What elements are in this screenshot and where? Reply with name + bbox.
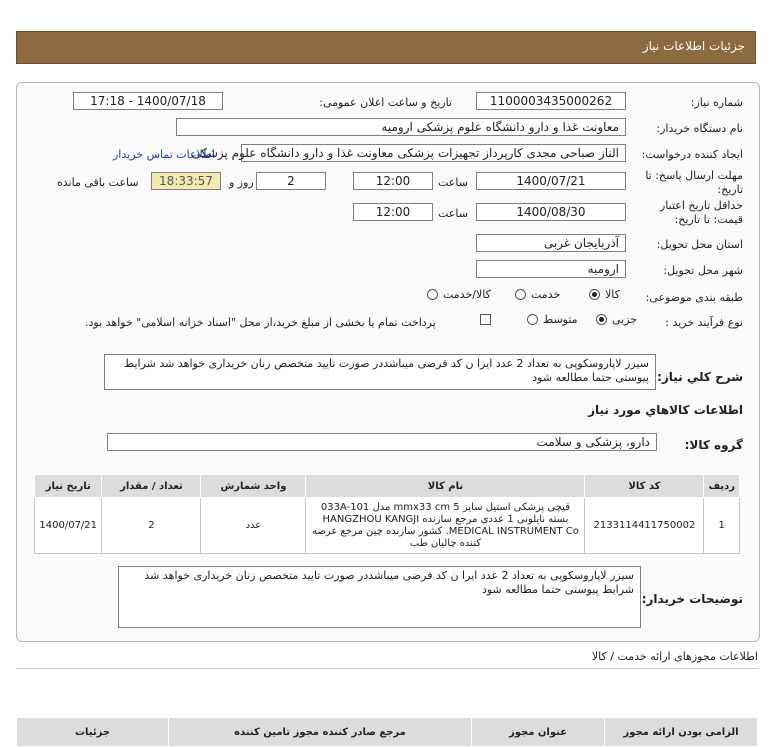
city-label: شهر محل تحویل:	[663, 264, 743, 277]
cell-date: 1400/07/21	[35, 498, 102, 554]
radio-checked-icon[interactable]	[589, 289, 600, 300]
days-field[interactable]: 2	[256, 172, 326, 190]
process-option-medium-label: متوسط	[543, 313, 578, 326]
col-name: نام کالا	[306, 475, 585, 498]
goods-group-field[interactable]: دارو، پزشکی و سلامت	[107, 433, 657, 451]
need-number-field[interactable]: 1100003435000262	[476, 92, 626, 110]
summary-label: شرح کلي نياز:	[657, 370, 743, 384]
buyer-field[interactable]: معاونت غذا و دارو دانشگاه علوم پزشکی ارومیه	[176, 118, 626, 136]
cell-unit: عدد	[201, 498, 306, 554]
goods-table	[34, 474, 740, 554]
announce-field[interactable]: 1400/07/18 - 17:18	[73, 92, 223, 110]
col-issuer: مرجع صادر کننده مجوز تامین کننده	[169, 718, 472, 747]
page-header	[16, 31, 756, 64]
buyer-notes-label: توضیحات خریدار:	[641, 592, 743, 606]
province-field[interactable]: آذربایجان غربی	[476, 234, 626, 252]
cell-row: 1	[704, 498, 740, 554]
validity-label: حداقل تاریخ اعتبار	[659, 199, 743, 212]
category-option-service[interactable]	[515, 288, 560, 301]
validity-time-label: ساعت	[438, 207, 468, 220]
radio-icon[interactable]	[515, 289, 526, 300]
deadline-date-field[interactable]: 1400/07/21	[476, 172, 626, 190]
deadline-label-date: تاریخ:	[717, 183, 743, 196]
page-title: جزئیات اطلاعات نیاز	[642, 39, 745, 53]
creator-field[interactable]: الناز صباحی مجدی کارپرداز تجهیزات پزشکی معاونت غذا و دارو دانشگاه علوم پزشکی	[241, 144, 626, 162]
remaining-label: ساعت باقی مانده	[57, 176, 139, 189]
radio-icon[interactable]	[427, 289, 438, 300]
deadline-time-label: ساعت	[438, 176, 468, 189]
goods-table-header	[35, 475, 740, 498]
goods-info-title: اطلاعات کالاهاي مورد نياز	[588, 403, 743, 417]
col-code: کد کالا	[585, 475, 704, 498]
process-option-minor-label: جزیی	[612, 313, 638, 326]
creator-label: ایجاد کننده درخواست:	[641, 148, 743, 161]
divider	[16, 668, 758, 669]
col-license-title: عنوان مجوز	[472, 718, 605, 747]
licenses-table-header	[17, 718, 758, 747]
category-label: طبقه بندی موضوعی:	[645, 291, 743, 304]
validity-label-date: قیمت: تا تاریخ:	[674, 213, 743, 226]
licenses-title: اطلاعات مجوزهای ارائه خدمت / کالا	[591, 650, 758, 663]
category-option-goods[interactable]	[589, 288, 620, 301]
treasury-payment-checkbox[interactable]	[480, 314, 491, 325]
summary-text: سیزر لاپاروسکوپی به تعداد 2 عدد ایرا ن کد فرضی میباشددر صورت تایید متخصص زنان خریداری خواهد شد شرایط پیوستی حتما مطالعه شود	[104, 354, 656, 390]
table-row[interactable]	[35, 498, 740, 554]
process-label: نوع فرآیند خرید :	[665, 316, 743, 329]
col-date: تاریخ نیاز	[35, 475, 102, 498]
need-number-label: شماره نیاز:	[690, 96, 743, 109]
category-option-goods-service-label: کالا/خدمت	[443, 288, 491, 301]
remaining-time-field: 18:33:57	[151, 172, 221, 190]
validity-date-field[interactable]: 1400/08/30	[476, 203, 626, 221]
licenses-table	[16, 717, 758, 747]
radio-icon[interactable]	[527, 314, 538, 325]
deadline-label: مهلت ارسال پاسخ: تا	[645, 169, 743, 182]
col-required: الزامی بودن ارائه مجوز	[605, 718, 758, 747]
col-qty: تعداد / مقدار	[102, 475, 201, 498]
goods-group-label: گروه کالا:	[684, 438, 743, 452]
contact-buyer-link[interactable]: اطلاعات تماس خریدار	[113, 148, 215, 161]
cell-name: قیچی پزشکی استیل سایز 5 mmx33 cm مدل 033A-101 بسته نایلونی 1 عددی مرجع سازنده HANGZHOU KANGJI MEDICAL INSTRUMENT Co. کشور سازنده چین مرجع عرضه کننده چالیان طب	[306, 498, 585, 554]
city-field[interactable]: ارومیه	[476, 260, 626, 278]
province-label: استان محل تحویل:	[656, 238, 743, 251]
announce-label: تاریخ و ساعت اعلان عمومی:	[319, 96, 452, 109]
payment-note: پرداخت تمام یا بخشی از مبلغ خرید،از محل "اسناد خزانه اسلامی" خواهد بود.	[85, 316, 436, 329]
cell-qty: 2	[102, 498, 201, 554]
validity-time-field[interactable]: 12:00	[353, 203, 433, 221]
deadline-time-field[interactable]: 12:00	[353, 172, 433, 190]
process-option-minor[interactable]	[596, 313, 637, 326]
col-unit: واحد شمارش	[201, 475, 306, 498]
process-option-medium[interactable]	[527, 313, 578, 326]
category-option-service-label: خدمت	[531, 288, 561, 301]
buyer-notes-text: سیزر لاپاروسکوپی به تعداد 2 عدد ایرا ن کد فرضی میباشددر صورت تایید متخصص زنان خریداری خواهد شد شرایط پیوستی حتما مطالعه شود	[118, 566, 641, 628]
col-row: ردیف	[704, 475, 740, 498]
col-details: جزئیات	[17, 718, 169, 747]
category-option-goods-service[interactable]	[427, 288, 491, 301]
days-label: روز و	[229, 176, 254, 189]
radio-checked-icon[interactable]	[596, 314, 607, 325]
cell-code: 2133114411750002	[585, 498, 704, 554]
buyer-label: نام دستگاه خریدار:	[656, 122, 743, 135]
category-option-goods-label: کالا	[605, 288, 620, 301]
